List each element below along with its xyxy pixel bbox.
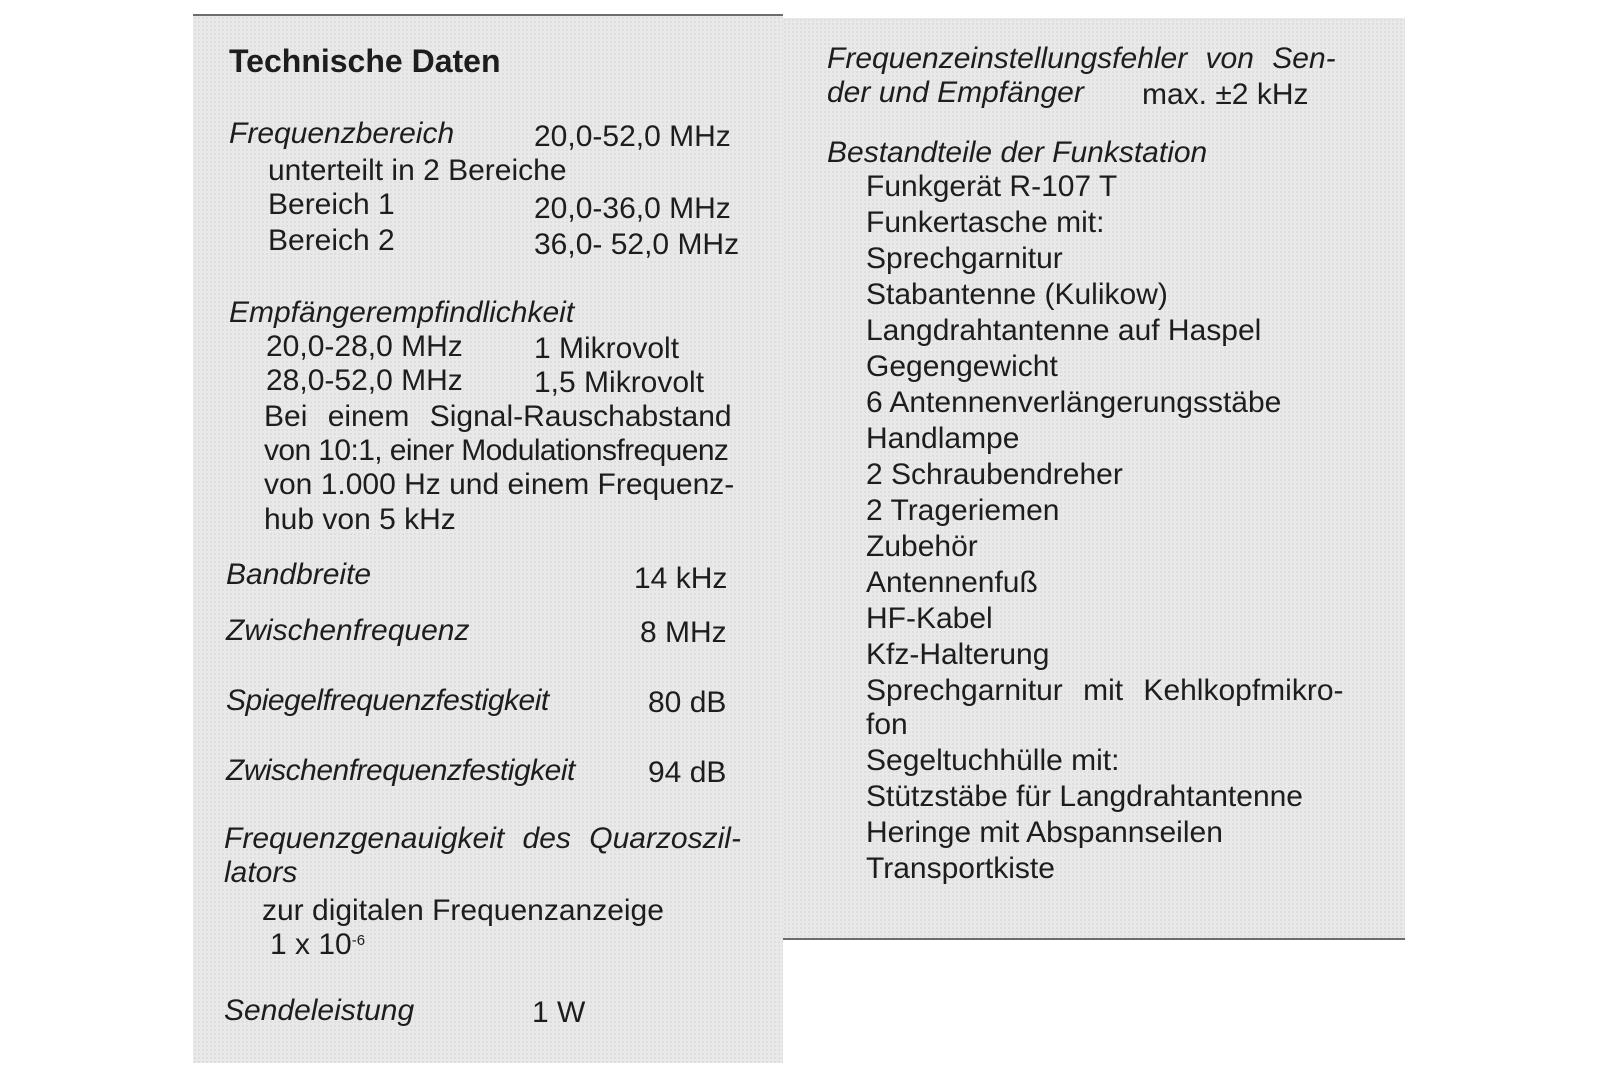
component-item: HF-Kabel	[866, 602, 993, 635]
component-item: Funkertasche mit:	[866, 206, 1105, 239]
component-item: Sprechgarnitur	[866, 242, 1063, 275]
power-label: Sendeleistung	[224, 994, 415, 1027]
component-item: fon	[866, 708, 908, 741]
component-item: Langdrahtantenne auf Haspel	[866, 314, 1262, 347]
component-item: Sprechgarnitur mit Kehlkopfmikro-	[866, 674, 1344, 707]
range-2-value: 36,0- 52,0 MHz	[534, 228, 740, 261]
component-item: Transportkiste	[866, 852, 1055, 885]
oscillator-label-continued: lators	[224, 856, 298, 889]
sensitivity-value-1: 1 Mikrovolt	[534, 332, 680, 365]
sensitivity-note-line: hub von 5 kHz	[264, 503, 456, 536]
sensitivity-label: Empfängerempfindlichkeit	[229, 296, 575, 329]
spec-value: 14 kHz	[634, 562, 728, 595]
spec-value: 8 MHz	[640, 616, 727, 649]
component-item: Zubehör	[866, 530, 978, 563]
oscillator-sub: zur digitalen Frequenzanzeige	[262, 894, 664, 927]
oscillator-value-base: 1 x 10	[270, 928, 352, 961]
component-item: Stabantenne (Kulikow)	[866, 278, 1168, 311]
sensitivity-range-1: 20,0-28,0 MHz	[266, 330, 463, 363]
power-value: 1 W	[532, 996, 586, 1029]
range-2-label: Bereich 2	[268, 224, 395, 257]
spec-label: Zwischenfrequenzfestigkeit	[226, 754, 575, 787]
component-item: Gegengewicht	[866, 350, 1058, 383]
components-heading: Bestandteile der Funkstation	[827, 136, 1208, 169]
spec-label: Bandbreite	[226, 558, 372, 591]
range-1-label: Bereich 1	[268, 188, 395, 221]
component-item: 2 Schraubendreher	[866, 458, 1123, 491]
component-item: Handlampe	[866, 422, 1020, 455]
component-item: 2 Trageriemen	[866, 494, 1060, 527]
spec-value: 80 dB	[648, 686, 727, 719]
component-item: Funkgerät R-107 T	[866, 170, 1118, 203]
frequency-range-label: Frequenzbereich	[229, 117, 455, 150]
spec-label: Zwischenfrequenz	[226, 614, 470, 647]
component-item: Kfz-Halterung	[866, 638, 1050, 671]
sensitivity-value-2: 1,5 Mikrovolt	[534, 366, 705, 399]
component-item: Antennenfuß	[866, 566, 1038, 599]
frequency-range-value: 20,0-52,0 MHz	[534, 120, 731, 153]
sensitivity-note-line: Bei einem Signal-Rauschabstand	[264, 400, 732, 433]
oscillator-value-exponent: -6	[351, 932, 366, 949]
sensitivity-note-line: von 1.000 Hz und einem Frequenz-	[264, 468, 735, 501]
tuning-error-label: Frequenzeinstellungsfehler von Sen-	[827, 42, 1336, 75]
component-item: Segeltuchhülle mit:	[866, 744, 1120, 777]
oscillator-value	[270, 928, 365, 962]
sensitivity-range-2: 28,0-52,0 MHz	[266, 364, 463, 397]
range-1-value: 20,0-36,0 MHz	[534, 192, 731, 225]
sensitivity-note-line: von 10:1, einer Modulationsfrequenz	[264, 434, 729, 467]
spec-label: Spiegelfrequenzfestigkeit	[226, 684, 549, 717]
component-item: Heringe mit Abspannseilen	[866, 816, 1223, 849]
spec-value: 94 dB	[648, 756, 727, 789]
component-item: 6 Antennenverlängerungsstäbe	[866, 386, 1282, 419]
page-title: Technische Daten	[229, 43, 501, 79]
tuning-error-value: max. ±2 kHz	[1142, 78, 1309, 111]
oscillator-label: Frequenzgenauigkeit des Quarzoszil-	[224, 822, 741, 855]
component-item: Stützstäbe für Langdrahtantenne	[866, 780, 1303, 813]
tuning-error-label-continued: der und Empfänger	[827, 76, 1084, 109]
frequency-subdivision: unterteilt in 2 Bereiche	[268, 154, 567, 187]
